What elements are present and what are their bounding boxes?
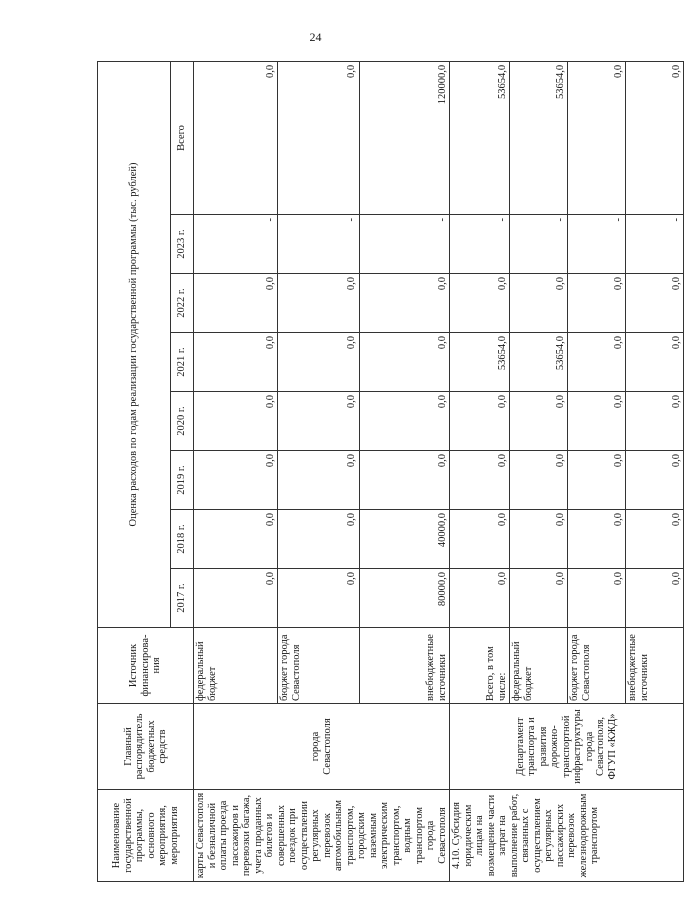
- value-cell: 0,0: [568, 392, 626, 451]
- value-cell: 0,0: [510, 392, 568, 451]
- value-cell: 0,0: [568, 510, 626, 569]
- source-cell: внебюджетные источники: [359, 628, 449, 704]
- value-cell: -: [568, 215, 626, 274]
- value-cell: 0,0: [450, 510, 510, 569]
- value-cell: 0,0: [359, 274, 449, 333]
- source-cell: бюджет города Севастополя: [278, 628, 360, 704]
- value-cell: 0,0: [626, 392, 684, 451]
- budget-table: [97, 61, 684, 882]
- value-cell: 0,0: [626, 510, 684, 569]
- value-cell: 0,0: [194, 451, 278, 510]
- distributor-cell: города Севастополя: [194, 704, 450, 790]
- source-cell: федеральный бюджет: [194, 628, 278, 704]
- value-cell: 0,0: [626, 274, 684, 333]
- value-cell: 0,0: [359, 451, 449, 510]
- total-cell: 0,0: [194, 61, 278, 214]
- header-year: 2017 г.: [171, 569, 194, 628]
- source-cell: федеральный бюджет: [510, 628, 568, 704]
- table-row: [194, 61, 278, 881]
- value-cell: 0,0: [510, 569, 568, 628]
- value-cell: -: [510, 215, 568, 274]
- value-cell: 0,0: [626, 569, 684, 628]
- value-cell: 80000,0: [359, 569, 449, 628]
- value-cell: 0,0: [568, 569, 626, 628]
- value-cell: 40000,0: [359, 510, 449, 569]
- source-cell: бюджет города Севастополя: [568, 628, 626, 704]
- rotated-table-container: [97, 62, 682, 882]
- page-number: 24: [309, 30, 322, 44]
- value-cell: 0,0: [450, 392, 510, 451]
- header-year: 2018 г.: [171, 510, 194, 569]
- source-cell: внебюджетные источники: [626, 628, 684, 704]
- value-cell: 0,0: [278, 569, 360, 628]
- value-cell: 0,0: [450, 274, 510, 333]
- header-year: 2019 г.: [171, 451, 194, 510]
- value-cell: 0,0: [278, 333, 360, 392]
- value-cell: 0,0: [568, 274, 626, 333]
- header-year: 2023 г.: [171, 215, 194, 274]
- value-cell: 0,0: [194, 569, 278, 628]
- total-cell: 0,0: [626, 61, 684, 214]
- value-cell: 0,0: [450, 569, 510, 628]
- header-source: Источник финансирова-ния: [98, 628, 194, 704]
- total-cell: 53654,0: [450, 61, 510, 214]
- total-cell: 53654,0: [510, 61, 568, 214]
- header-year: 2022 г.: [171, 274, 194, 333]
- table-row: [450, 61, 510, 881]
- value-cell: 0,0: [568, 333, 626, 392]
- value-cell: 0,0: [626, 333, 684, 392]
- value-cell: 0,0: [194, 274, 278, 333]
- value-cell: -: [626, 215, 684, 274]
- value-cell: 53654,0: [510, 333, 568, 392]
- total-cell: 0,0: [278, 61, 360, 214]
- measure-name: 4.10. Субсидия юридическим лицам на возмещение части затрат на выполнение работ, связанных с осуществлением регулярных пассажирских перевозок железнодорожным транспортом: [450, 790, 684, 882]
- value-cell: 0,0: [194, 510, 278, 569]
- value-cell: 0,0: [359, 333, 449, 392]
- distributor-cell: Департамент транспорта и развития дорожно-транспортной инфраструктуры города Севастополя, ФГУП «КЖД»: [450, 704, 684, 790]
- value-cell: 0,0: [194, 392, 278, 451]
- value-cell: 0,0: [510, 510, 568, 569]
- value-cell: 0,0: [278, 392, 360, 451]
- value-cell: -: [194, 215, 278, 274]
- header-name: Наименование государственной программы, основного мероприятия, мероприятия: [98, 790, 194, 882]
- total-cell: 120000,0: [359, 61, 449, 214]
- value-cell: 0,0: [510, 451, 568, 510]
- value-cell: 0,0: [568, 451, 626, 510]
- value-cell: -: [359, 215, 449, 274]
- value-cell: -: [450, 215, 510, 274]
- value-cell: 0,0: [450, 451, 510, 510]
- header-distributor: Главный распорядитель бюджетных средств: [98, 704, 194, 790]
- value-cell: 53654,0: [450, 333, 510, 392]
- header-total: Всего: [171, 61, 194, 214]
- header-year: 2021 г.: [171, 333, 194, 392]
- total-cell: 0,0: [568, 61, 626, 214]
- header-year: 2020 г.: [171, 392, 194, 451]
- source-cell: Всего, в том числе:: [450, 628, 510, 704]
- value-cell: 0,0: [278, 451, 360, 510]
- value-cell: 0,0: [278, 510, 360, 569]
- value-cell: 0,0: [359, 392, 449, 451]
- value-cell: 0,0: [194, 333, 278, 392]
- value-cell: 0,0: [626, 451, 684, 510]
- measure-name: карты Севастополя и безналичной оплаты проезда пассажиров и перевозки багажа, учета проданных билетов и совершенных поездок при осуществлении регулярных перевозок автомобильным транспортом, городским наземным электрическим транспортом, водным транспортом города Севастополя: [194, 790, 450, 882]
- value-cell: 0,0: [510, 274, 568, 333]
- value-cell: 0,0: [278, 274, 360, 333]
- header-estimate: Оценка расходов по годам реализации государственной программы (тыс. рублей): [98, 61, 171, 627]
- value-cell: -: [278, 215, 360, 274]
